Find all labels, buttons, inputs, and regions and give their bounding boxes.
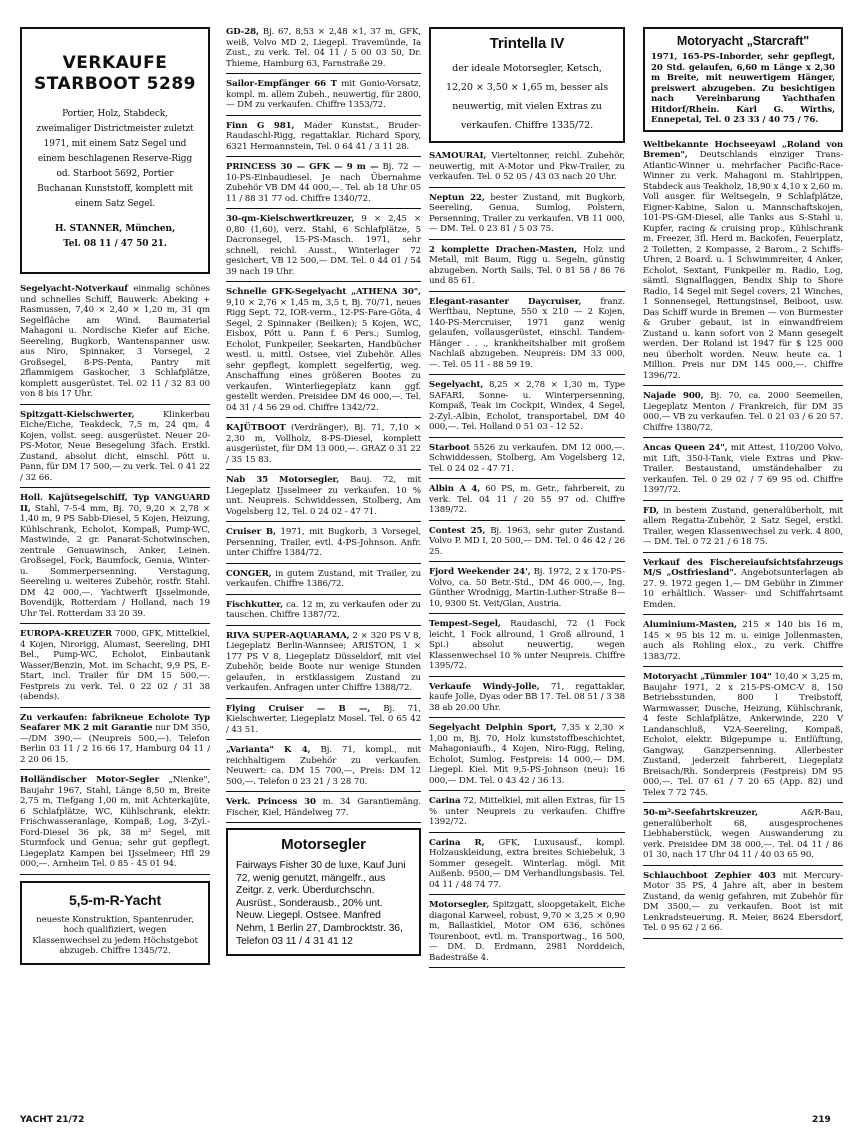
- ad-heading: Tempest-Segel,: [429, 619, 501, 629]
- classified-ad: [429, 526, 625, 563]
- ad-heading: Cruiser B,: [226, 527, 276, 537]
- ad-heading: „Varianta" K 4,: [226, 745, 311, 755]
- classified-ad: [20, 493, 210, 624]
- ad-body: 10,40 × 3,25 m, Baujahr 1971, 2 x 215-PS-OMC-V 8, 150 Betriebsstunden, 800 l Treibstoff, Warmwasser, Dusche, Heizung, Kühlschrank, 4 feste Schlafplätze, Ankerwinde, 220 V Landanschluß, V2A-Seereling, Kompaß, Echolot, elektr. Bilgepumpe u. Entlüftung, Gangway, Ganzpersenning. Allerbester Zustand, jederzeit fahrbereit, Liegeplatz Breisach/Rh. Sonderpreis (Festpreis) DM 95 000,—. Tel. 07 61 / 7 20 65 (App. 82) und Telex 7 72 745.: [643, 672, 843, 798]
- classified-ad: [226, 600, 421, 626]
- classified-ad: [20, 713, 210, 771]
- ad-heading: Fischkutter,: [226, 599, 283, 610]
- ad-body: Holz und Metall, mit Baum, Rigg u. Segeln, günstig abzugeben. North Sails, Tel. 0 81 58 / 86 76 und 85 61.: [429, 244, 625, 286]
- ad-body: mit Gonio-Vorsatz, kompl. m. allem Zubeh., neuwertig, für 2800,— DM zu verkaufen. Chiffre 1353/72.: [226, 79, 421, 110]
- ad-body: 215 × 140 bis 16 m, 145 × 95 bis 12 m. u. einige Jollenmasten, auch als Rohling elox., zu verk. Chiffre 1383/72.: [643, 620, 843, 662]
- ad-heading: Schlauchboot Zephier 403: [643, 870, 776, 881]
- ad-heading: CONGER,: [226, 568, 272, 579]
- ad-body: (Verdränger), Bj. 71, 7,10 × 2,30 m, Vollholz, 8-PS-Diesel, komplett ausgerüstet, für DM 13 000,—. GRAZ 0 31 22 / 35 15 83.: [226, 423, 421, 465]
- ad-heading: Neptun 22,: [429, 192, 485, 203]
- ad-body: 5526 zu verkaufen. DM 12 000,—. Schwiddessen, Stolberg, Am Vogelsberg 12, Tel. 0 24 02 - 47 71.: [429, 442, 625, 474]
- ad-heading: Fjord Weekender 24',: [429, 567, 531, 577]
- ad-body: Spitzgatt, sloopgetakelt, Eiche diagonal Karweel, robust, 9,70 × 3,25 × 0,90 m, Ballastkiel, Motor OM 636, schönes Tourenboot, evtl. m. Transportwag., 16 500,— DM. D. Erdmann, 2981 Norddeich, Badestraße 4.: [429, 900, 625, 963]
- box-title: Trintella IV: [489, 35, 565, 52]
- ad-heading: Weltbekannte Hochseeyawl „Roland von Bremen",: [643, 139, 843, 160]
- classified-ad: [20, 775, 210, 875]
- classified-ad: [226, 631, 421, 699]
- ad-body: Bj. 71, kompl., mit reichhaltigem Zubehör zu verkaufen. Neuwert: ca. DM 15 700,—, Preis: DM 12 500,—. Telefon 0 23 21 / 3 28 70.: [226, 745, 421, 787]
- box-title-line: VERKAUFE: [62, 53, 168, 73]
- ad-body: Bj. 1963, sehr guter Zustand. Volvo P. MD I, 20 500,— DM. Tel. 0 46 42 / 26 25.: [429, 525, 625, 557]
- ad-heading: EUROPA-KREUZER: [20, 629, 112, 639]
- box-body: neueste Konstruktion, Spantenruder, hoch qualifiziert, wegen Klassenwechsel zu jedem Höchstgebot abzugeb. Chiffre 1345/72.: [32, 914, 198, 956]
- classified-ad: [226, 475, 421, 522]
- ad-body: GFK, Luxusausf., kompl. Holzauskleidung, extra breites Schiebeluk, 3 Sommer gesegelt. Winterlag. mögl. Mit Außenb. 9500,— DM Verhandlungsbasis. Tel. 04 11 / 48 74 77.: [429, 837, 625, 890]
- classified-ad: [20, 629, 210, 708]
- ad-body: m. 34 Garantiemäng. Fischer, Kiel, Händelweg 77.: [226, 797, 421, 818]
- classified-ad: [429, 619, 625, 677]
- ad-heading: Verkauf des Fischereiaufsichtsfahrzeugs M/S „Ostfriesland".: [643, 557, 843, 578]
- ad-body: Klinkerbau Eiche/Eiche, Teakdeck, 7,5 m, 24 qm, 4 Kojen, vollst. seeg. ausgerüstet. Neuer 20-PS-Motor, Neue Besegelung 3fach. Erstkl. Zustand, absolut dicht, einschl. Pött u. Pann, für DM 17 500,— zu verk. Tel. 0 41 22 / 32 66.: [20, 409, 210, 483]
- classified-ad: [643, 391, 843, 438]
- column-4: [643, 27, 843, 944]
- ad-body: Bj. 1972, 2 x 170-PS-Volvo, ca. 50 Betr.-Std., DM 46 000,—, Ing. Günther Wrodnigg, Martin-Luther-Straße 8—10, 9300 St. Veit/Glan, Austria.: [429, 567, 625, 609]
- classified-ad: [226, 797, 421, 823]
- ad-body: Bj. 72 — 10-PS-Einbaudiesel. Je nach Übernahme Zubehör VB DM 44 000,—. Tel. ab 18 Uhr 05 11 / 88 31 77 od. Chiffre 1340/72.: [226, 162, 421, 204]
- ad-body: A&R-Bau, generalüberholt 68, ausgesprochenes Liebhaberstück, wegen Auswanderung zu verk. Preisidee DM 38 000,—. Tel. 04 11 / 86 01 30, nach 17 Uhr 04 11 / 40 03 65 90.: [643, 808, 843, 860]
- ad-body: 9 × 2,45 × 0,80 (1,60), verz. Stahl, 6 Schlafplätze, 5 Dacronsegel, 15-PS-Masch. 1971, sehr schnell, reichl. Ausst., Winterlager 72 gesichert, VB 12 500,— DM. Tel. 0 44 01 / 54 39 nach 19 Uhr.: [226, 214, 421, 277]
- classified-box-starcraft: [643, 27, 843, 132]
- column-2: [226, 27, 421, 964]
- ad-body: Raudaschl, 72 (1 Fock leicht, 1 Fock allround, 1 Groß allround, 1 Spi.) absolut neuwertig, wegen Klassenwechsel 10 % unter Neupreis. Chiffre 1395/72.: [429, 619, 625, 671]
- classified-ad: [429, 193, 625, 240]
- ad-heading: Starboot: [429, 442, 470, 453]
- ad-body: mit Attest, 110/200 Volvo, mit Lift, 350-l-Tank, viele Extras und Pkw-Trailer. Bestaustand, umständehalber zu verkaufen. Tel. 0 29 02 / 7 69 95 od. Chiffre 1397/72.: [643, 443, 843, 495]
- ad-body: 60 PS, m. Getr., fahrbereit, zu verk. Tel. 04 11 / 20 55 97 od. Chiffre 1389/72.: [429, 484, 625, 515]
- ad-heading: Motoryacht „Tümmler 104": [643, 672, 772, 682]
- ad-body: Vierteltonner, reichl. Zubehör, neuwertig, mit A-Motor und Pkw-Trailer, zu verkaufen. Tel. 0 52 05 / 43 03 nach 20 Uhr.: [429, 151, 625, 182]
- classified-box-sans: [226, 828, 421, 956]
- ad-body: 71, regattaklar, kaufe Jolle, Dyas oder BB 17. Tel. 08 51 / 3 38 38 ab 20.00 Uhr.: [429, 681, 625, 713]
- classified-ad: [226, 704, 421, 741]
- box-title: Motoryacht „Starcraft": [676, 34, 810, 48]
- ad-heading: 2 komplette Drachen-Masten,: [429, 244, 577, 255]
- ad-heading: Spitzgatt-Kielschwerter,: [20, 409, 135, 420]
- classified-ad: [20, 284, 210, 405]
- classified-ad: [429, 245, 625, 292]
- ad-heading: PRINCESS 30 — GFK — 9 m —: [226, 162, 379, 172]
- classified-ad: [226, 79, 421, 116]
- ad-heading: Flying Cruiser — B —,: [226, 703, 371, 714]
- classified-ad: [643, 672, 843, 803]
- ad-heading: GD-28,: [226, 27, 259, 37]
- box-contact: H. STANNER, München,: [55, 224, 175, 234]
- ad-heading: Segelyacht-Notverkauf: [20, 284, 128, 294]
- classified-ad: [20, 410, 210, 489]
- classified-ad: [429, 484, 625, 521]
- classified-ad: [226, 162, 421, 209]
- ad-heading: Nab 35 Motorsegler,: [226, 475, 340, 485]
- ad-heading: Verkaufe Windy-Jolle,: [429, 681, 540, 692]
- classified-ad: [226, 745, 421, 792]
- box-body: 1971, 165-PS-Inborder, sehr gepflegt, 20 Std. gelaufen, 6,60 m Länge x 2,30 m Breite, mit neuwertigem Hänger, preiswert abzugeben. Zu besichtigen nach Vereinbarung Yachthafen Hitdorf/Rhein. Karl G. Wirths, Ennepetal, Tel. 0 23 33 / 40 75 / 76.: [651, 52, 835, 125]
- ad-heading: SAMOURAI,: [429, 151, 487, 161]
- ad-heading: RIVA SUPER-AQUARAMA,: [226, 630, 350, 641]
- ad-body: Deutschlands einziger Trans-Atlantic-Winner u. mehrfacher Pacific-Race-Winner zu verk. Mahagoni m. Stahlrippen, Stabdeck aus Teakholz, 18,90 x 4,10 x 2,60 m. Voll ausger. für Weltsegeln, 9 Schlafplätze, Eigner-Kabine, Salon u. Mannschaftskojen, 101-PS-GM-Diesel, alle Tanks aus S-Stahl u. Kupfer, racing & cruising prop., Kühlschrank m. Freezer, 3fl. Herd m. Backofen, Feuerplatz, 2 Toiletten, 2 Kompasse, 2 Barom., 2 Schiffs-Uhren, 2 Board. u. 1 Schwimmreiter, 4 Anker, Echolot, Sextant, Funkpeiler m. Radio, Log, sämtl. Signalflaggen, Bendix Ship to Shore Radio, 14 Segel mit Segel covers, 21 Winches, 1 Sonnensegel, Rettungsinsel, Beiboot, usw. Das Schiff wurde in Bremen — von Burmester & Gruber gebaut, ist in einwandfreiem Zustand u. kann sofort von 2 Mann gesegelt werden. Der Roland ist 1947 für $ 125 000 neu überholt worden. Neuw. heute ca. 1 Million. Preis nur DM 145 000,—. Chiffre 1396/72.: [643, 150, 843, 381]
- classified-ad: [643, 140, 843, 387]
- ad-heading: KAJÜTBOOT: [226, 423, 286, 433]
- classified-ad: [226, 569, 421, 595]
- ad-body: in gutem Zustand, mit Trailer, zu verkaufen. Chiffre 1386/72.: [226, 568, 421, 589]
- ad-body: 7,35 x 2,30 × 1,00 m, Bj. 70, Holz kunststoffbeschichtet, Mahagoniaufb., 4 Kojen, Niro-Rigg, Reling, Echolot, Sumlog. Festpreis: 14 000,— DM. Liegepl. Kiel. Mit 9,5-PS-Johnson (neu): 16 000,— DM. Tel. 0 43 42 / 36 13.: [429, 723, 625, 786]
- box-title: 5,5-m-R-Yacht: [68, 891, 162, 908]
- ad-body: Bj. 70, ca. 2000 Seemeilen, Liegeplatz Menton / Frankreich, für DM 35 000,— VB zu verkaufen. Tel. 0 21 03 / 6 20 57. Chiffre 1380/72.: [643, 391, 843, 433]
- ad-heading: FD,: [643, 505, 659, 516]
- ad-heading: Zu verkaufen: fabrikneue Echolote Typ Seafarer MK 2 mit Garantie: [20, 712, 210, 733]
- classified-box-r-yacht: [20, 881, 210, 965]
- classified-ad: [429, 796, 625, 833]
- box-body: der ideale Motorsegler, Ketsch, 12,20 × 3,50 × 1,65 m, besser als neuwertig, mit vielen Extras zu verkaufen. Chiffre 1335/72.: [445, 63, 609, 131]
- ad-heading: Najade 900,: [643, 391, 704, 401]
- ad-heading: Carina: [429, 796, 461, 806]
- ad-heading: Segelyacht Delphin Sport,: [429, 723, 557, 733]
- ad-body: 1971, mit Bugkorb, 3 Vorsegel, Persenning, Trailer, evtl. 4-PS-Johnson. Anfr. unter Chiffre 1384/72.: [226, 527, 422, 558]
- ad-body: einmalig schönes und schnelles Schiff, Bauwerk: Abeking + Rasmussen, 7,40 × 2,40 × 1,20 m, 31 qm Segelfläche am Wind. Baumaterial Mahagoni u. Nordische Kiefer auf Eiche. Seereling, Bugkorb, Wantenspanner usw. aus Niro, Spinnaker, 3 Vorsegel, 2 Großsegel, 8-PS-Penta, Pantry mit 2flammigem Gaskocher, 3 Schlafplätze, komplett ausgerüstet. Tel. 02 11 / 32 83 00 von 8 bis 17 Uhr.: [20, 284, 210, 399]
- ad-body: 7000, GFK, Mittelkiel, 4 Kojen, Nirorigg, Alumast, Seereling, DHI Bel., Pump-WC, Echolot, Einbautank Wasser/Benzin, Mot. im Schacht, 9,9 PS, E-Start, incl. Trailer für DM 15 500,—. Festpreis zu verk. Tel. 0 22 02 / 31 38 (abends).: [20, 629, 211, 702]
- column-1: [20, 27, 210, 973]
- ad-heading: 30-qm-Kielschwertkreuzer,: [226, 214, 355, 224]
- ad-body: 9,10 × 2,76 × 1,45 m, 3,5 t, Bj. 70/71, neues Rigg Sept. 72, IOR-verm., 12-PS-Fare-Göta, 4 Segel, 2 Spinnaker (Beilken); 5 Kojen, WC, Eisbox, Pött u. Pann f. 6 Pers.; Sumlog, Echolot, Funkpeiler, Seekarten, Handbücher westl. u. mittl. Ostsee, viel Zubehör. Alles sehr gepflegt, komplett segelfertig, weg. Anschaffung eines größeren Bootes zu verkaufen. Winterliegeplatz kann ggf. gestellt werden. Preisidee DM 46 000,—. Tel. 04 31 / 4 56 29 od. Chiffre 1342/72.: [226, 297, 421, 413]
- ad-heading: Albin A 4,: [429, 484, 481, 494]
- ad-body: 8,25 × 2,78 × 1,30 m, Type SAFARI, Sonne- u. Winterpersenning, Kompaß, Teak im Cockpit, Windex, 4 Segel, 2-Zyl.-Albin, Echolot, transportabel, DM 40 000,—. Tel. Holland 0 51 03 - 12 52.: [429, 380, 625, 432]
- ad-heading: Ancas Queen 24",: [643, 443, 728, 453]
- classified-ad: [226, 287, 421, 418]
- box-body: Portier, Holz, Stabdeck, zweimaliger Districtmeister zuletzt 1971, mit einem Satz Segel und einem beschlagenen Reserve-Rigg od. Starboot 5692, Portier Buchanan Kunststoff, komplett mit einem Satz Segel.: [36, 109, 194, 209]
- ad-heading: 50-m²-Seefahrtskreuzer,: [643, 808, 759, 818]
- ad-body: franz. Werftbau, Neptune, 550 x 210 — 2 Kojen, 140-PS-Mercruiser, 1971 ganz wenig gelaufen, vollausgerüstet, einschl. Tandem-Hänger . . ., krankheitshalber mit großem Nachlaß abzugeben. Neupreis: DM 33 000,—. Tel. 05 11 - 88 59 19.: [429, 296, 625, 370]
- box-title: Motorsegler: [281, 836, 366, 853]
- classified-box-starboot: [20, 27, 210, 274]
- ad-heading: Holländischer Motor-Segler: [20, 775, 160, 785]
- footer-magazine-issue: YACHT 21/72: [20, 1115, 85, 1125]
- classified-ad: [226, 423, 421, 470]
- classified-ad: [429, 723, 625, 791]
- box-title-line: STARBOOT 5289: [34, 74, 196, 94]
- ad-heading: Sailor-Empfänger 66 T: [226, 79, 337, 89]
- classified-ad: [429, 838, 625, 896]
- classified-ad: [429, 682, 625, 719]
- classified-ad: [643, 808, 843, 866]
- classified-ad: [226, 214, 421, 282]
- classified-ad: [643, 506, 843, 553]
- classified-ad: [643, 620, 843, 667]
- box-phone: Tel. 08 11 / 47 50 21.: [63, 239, 167, 249]
- ad-heading: Segelyacht,: [429, 380, 484, 390]
- ad-body: 2 × 320 PS V 8, Liegeplatz Berlin-Wannsee; ARISTON, 1 × 177 PS V 8, Liegeplatz Düsseldorf, mit viel Zubehör, beide Boote nur wenige Stunden gelaufen, in erstklassigem Zustand zu verkaufen. Anfragen unter Chiffre 1388/72.: [226, 630, 421, 693]
- ad-body: Angebotsunterlagen ab 27. 9. 1972 gegen 1,— DM Gebühr in Zimmer 10 erhältlich. Wasser- und Schiffahrtsamt Emden.: [643, 568, 843, 610]
- classified-ad: [429, 900, 625, 968]
- ad-body: mit Mercury-Motor 35 PS, 4 Jahre alt, aber in bestem Zustand, da wenig gefahren, mit Zubehör für DM 3500,— zu verkaufen. Boot ist mit Lenkradsteuerung. R. Meier, 8624 Ebersdorf, Tel. 0 95 62 / 2 66.: [643, 870, 843, 933]
- ad-body: bester Zustand, mit Bugkorb, Seereling, Genua, Sumlog, Polstern, Persenning, Trailer zu verkaufen. VB 11 000,— DM. Tel. 0 23 81 / 5 03 75.: [429, 192, 625, 234]
- ad-heading: Finn G 981,: [226, 120, 295, 131]
- classified-box-sans: [429, 27, 625, 143]
- ad-heading: Carina R,: [429, 837, 485, 848]
- classified-ad: [429, 380, 625, 438]
- ad-body: in bestem Zustand, generalüberholt, mit allem Regatta-Zubehör, 2 Satz Segel, erstkl. Trailer, wegen Klassenwechsel zu verk. 4 800,— DM. Tel. 0 72 21 / 6 18 75.: [643, 505, 843, 547]
- ad-heading: Motorsegler,: [429, 900, 490, 910]
- classified-ad: [643, 558, 843, 616]
- box-body: Fairways Fisher 30 de luxe, Kauf Juni 72, wenig genutzt, mängelfr., aus Zeitgr. z. verk. Überdurchschn. Ausrüst., Sonderausb., 20% unt. Neuw. Liegepl. Ostsee. Manfred Nehm, 1 Berlin 27, Dambrocktstr. 36, Telefon 03 11 / 4 31 41 12: [236, 860, 406, 947]
- classified-ad: [643, 871, 843, 939]
- ad-body: Stahl, 7-5-4 mm, Bj. 70, 9,20 × 2,78 × 1,40 m, 9 PS Sabb-Diesel, 5 Kojen, Heizung, Kühlschrank, Echolot, Kompaß, Pump-WC, Mastwinde, 2 gr. Panarat-Schotwinschen, zentrale Genuawinsch, Anker, Leinen. Großsegel, Fock, Baumfock, Genua, Winter- u. Sommerpersenning. Verstagung, Seereling u. weiteres Zubehör, rostfr. Stahl. DM 42 000,—. Yachtwerft IJsselmonde, Bovendijk, Rotterdam / Holland, nach 19 Uhr Tel. Rotterdam 33 20 39.: [20, 503, 210, 619]
- ad-body: ca. 12 m, zu verkaufen oder zu tauschen. Chiffre 1387/72.: [226, 599, 421, 620]
- ad-body: Bauj. 72, mit Liegeplatz IJsselmeer zu verkaufen. 10 % unt. Neupreis. Schwiddessen, Stolberg, Am Vogelsberg 12, Tel. 0 24 02 - 47 71.: [226, 475, 422, 517]
- ad-heading: Verk. Princess 30: [226, 797, 316, 807]
- ad-heading: Aluminium-Masten,: [643, 620, 737, 630]
- classified-ad: [429, 567, 625, 614]
- ad-heading: Holl. Kajütsegelschiff, Typ VANGUARD II,: [20, 493, 210, 514]
- ad-body: Mader Kunstst., Bruder-Raudaschl-Rigg, regattaklar. Richard Spory, 6321 Hermannstein, Tel. 0 64 41 / 3 11 28.: [226, 120, 421, 152]
- column-3: [429, 27, 625, 973]
- ad-heading: Schnelle GFK-Segelyacht „ATHENA 30",: [226, 287, 421, 297]
- ad-heading: Contest 25,: [429, 525, 486, 536]
- classified-ad: [226, 121, 421, 158]
- ad-body: Bj. 67, 8,53 × 2,48 ×1, 37 m, GFK, weiß, Volvo MD 2, Liegepl. Travemünde, Ia Zust., zu verk. Tel. 04 11 / 5 00 03 50, Dr. Thieme, Hamburg 63, Farnstraße 29.: [226, 27, 421, 69]
- classified-ad: [429, 151, 625, 188]
- classified-ad: [226, 27, 421, 74]
- classified-ad: [429, 297, 625, 376]
- classified-ad: [643, 443, 843, 501]
- ad-body: 72, Mittelkiel, mit allen Extras, für 15 % unter Neupreis zu verkaufen. Chiffre 1392/72.: [429, 796, 625, 827]
- ad-body: Bj. 71, Kielschwerter, Liegeplatz Mosel. Tel. 0 65 42 / 43 51.: [226, 703, 421, 735]
- ad-body: „Nienke", Baujahr 1967, Stahl, Länge 8,50 m, Breite 2,75 m, Tiefgang 1,00 m, mit Achterkajüte, 6 Schlafplätze, WC, Kühlschrank, elektr. Frischwasseranlage, Kompaß, Log, 3-Zyl.-Ford-Diesel 36 pk, 38 m² Segel, mit Sturmfock und Genua; sehr gut gepflegt. Liegeplatz Kampen bei IJsselmeer; Hfl 29 000,—. Arnheim Tel. 0 85 - 45 01 94.: [20, 775, 210, 869]
- footer-page-number: 219: [812, 1115, 831, 1125]
- ad-body: nur DM 350,—/DM 390,— (Neupreis 500,—). Telefon Berlin 03 11 / 2 16 66 17, Hamburg 04 11 / 2 20 06 15.: [20, 723, 210, 765]
- ad-heading: Elegant-rasanter Daycruiser,: [429, 296, 582, 307]
- classified-ad: [226, 527, 421, 564]
- classified-ad: [429, 443, 625, 480]
